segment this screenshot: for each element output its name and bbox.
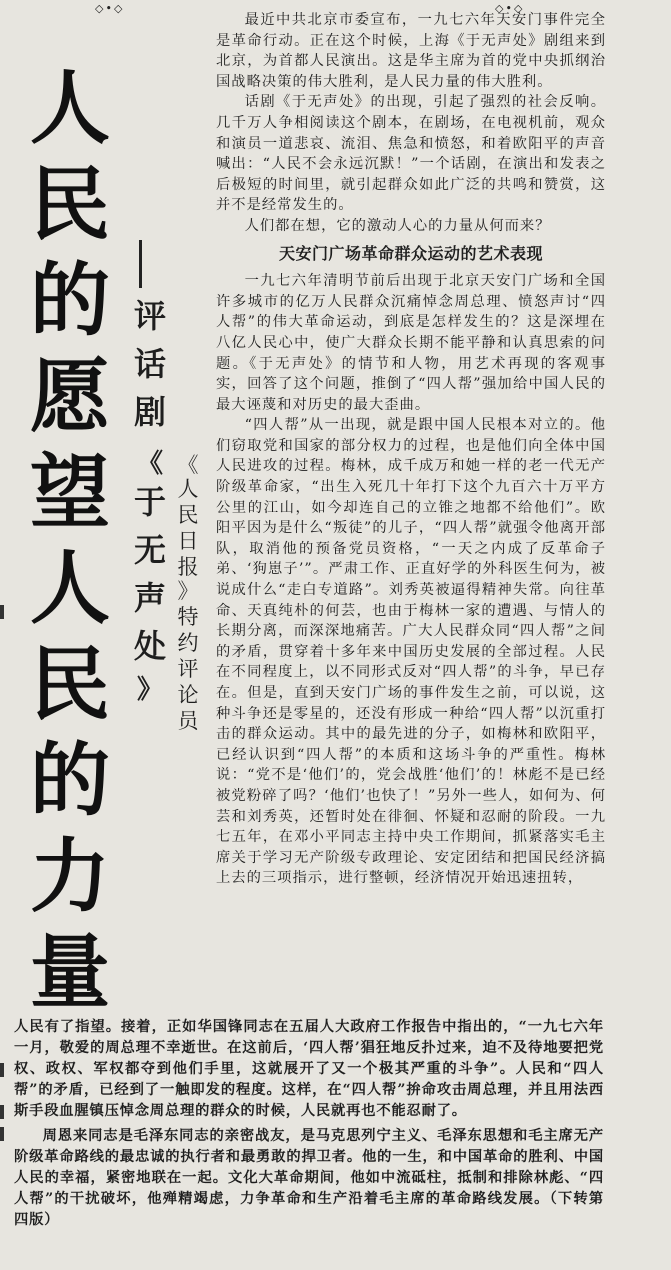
article-continuation <box>14 1017 604 1231</box>
subtitle-dash <box>139 240 142 288</box>
margin-mark <box>0 1127 4 1141</box>
byline-char: 《 <box>177 453 199 477</box>
margin-mark <box>0 605 4 619</box>
byline-char: 民 <box>177 503 199 527</box>
intro-paragraph: 最近中共北京市委宣布，一九七六年天安门事件完全是革命行动。正在这个时候，上海《于无声处》剧组来到北京，为首都人民演出。这是华主席为首的党中央抓纲治国战略决策的伟大胜利，是人民力量的伟大胜利。 <box>216 12 606 90</box>
byline-char: 人 <box>177 477 199 501</box>
subtitle-char: 剧 <box>133 393 166 431</box>
section-paragraph: “四人帮”从一出现，就是跟中国人民根本对立的。他们窃取党和国家的部分权力的过程，也是他们向全体中国人民进攻的过程。梅林，成千成万和她一样的老一代无产阶级革命家，“出生入死几十年打下这个九百六十万平方公里的江山，如今却连自己的立锥之地都不给他们”。欧阳平因为是什么“叛徒”的儿子，“四人帮”就强令他离开部队，取消他的预备党员资格，“一天之内成了反革命子弟、‘狗崽子’”。严肃工作、正直好学的外科医生何为，被说成什么“走白专道路”。刘秀英被逼得精神失常。向往革命、天真纯朴的何芸，也由于梅林一家的遭遇、与情人的长期分离，而深深地痛苦。广大人民群众同“四人帮”之间的矛盾，贯穿着十多年来中国历史发展的全部过程。人民在不同程度上，以不同形式反对“四人帮”的斗争，早已存在。但是，直到天安门广场的事件发生之前，可以说，这种斗争还是零星的，还没有形成一种给“四人帮”以沉重打击的群众运动。其中的最先进的分子，如梅林和欧阳平，已经认识到“四人帮”的本质和这场斗争的严重性。梅林说：“党不是‘他们’的，党会战胜‘他们’的！林彪不是已经被党粉碎了吗？‘他们’也快了！”另外一些人，如何为、何芸和刘秀英，还暂时处在徘徊、怀疑和忍耐的阶段。一九七五年，在邓小平同志主持中央工作期间，抓紧落实毛主席关于学习无产阶级专政理论、安定团结和把国民经济搞上去的三项指示，进行整顿，经济情况开始迅速扭转， <box>216 417 606 887</box>
subtitle-char: 于 <box>133 483 166 521</box>
margin-mark <box>0 1105 4 1119</box>
section-heading: 天安门广场革命群众运动的艺术表现 <box>278 243 543 263</box>
article-body <box>216 10 606 889</box>
headline-char: 民 <box>30 157 110 251</box>
section-paragraph: 一九七六年清明节前后出现于北京天安门广场和全国许多城市的亿万人民群众沉痛悼念周总理、愤怒声讨“四人帮”的伟大革命运动，到底是怎样发生的？这是深埋在八亿人民心中，使广大群众长期不能平静和认真思索的问题。《于无声处》的情节和人物，用艺术再现的客观事实，回答了这个问题，推倒了“四人帮”强加给中国人民的最大诬蔑和对历史的最大歪曲。 <box>216 273 606 413</box>
byline-char: 》 <box>177 579 199 603</box>
byline-char: 评 <box>177 657 199 681</box>
byline-char: 论 <box>177 683 199 707</box>
intro-paragraph: 话剧《于无声处》的出现，引起了强烈的社会反响。几千万人争相阅读这个剧本，在剧场，在电视机前，观众和演员一道悲哀、流泪、焦急和愤怒，和着欧阳平的声音喊出：“人民不会永远沉默！”一个话剧，在演出和发表之后极短的时间里，就引起群众如此广泛的共鸣和赞赏，这并不是经常发生的。 <box>216 94 606 214</box>
subtitle-char: 《 <box>136 449 163 479</box>
ornament-right: ◇•◇ <box>495 2 525 15</box>
headline-char: 望 <box>30 445 110 539</box>
subtitle-char: 无 <box>133 531 166 569</box>
headline-char: 力 <box>30 829 110 923</box>
byline-char: 员 <box>177 709 199 733</box>
headline-char: 的 <box>30 253 110 347</box>
zhou-enlai-paragraph: 周恩来同志是毛泽东同志的亲密战友，是马克思列宁主义、毛泽东思想和毛主席无产阶级革命路线的最忠诚的执行者和最勇敢的捍卫者。他的一生，和中国革命的胜利、中国人民的幸福，紧密地联在一起。文化大革命期间，他如中流砥柱，抵制和排除林彪、“四人帮”的干扰破坏，他殚精竭虑，力争革命和生产沿着毛主席的革命路线发展。（下转第四版） <box>14 1128 604 1228</box>
byline-char: 特 <box>177 605 199 629</box>
subtitle-char: 评 <box>133 297 166 335</box>
subtitle-char: 声 <box>133 579 166 617</box>
headline-char: 愿 <box>30 349 110 443</box>
headline-char: 人 <box>30 541 110 635</box>
subtitle-char: 话 <box>133 345 166 383</box>
byline-char: 约 <box>177 631 199 655</box>
headline-char: 的 <box>30 733 110 827</box>
headline-char: 人 <box>30 61 110 155</box>
headline-char: 量 <box>30 925 110 1019</box>
subtitle-char: 》 <box>136 675 163 705</box>
ornament-left: ◇•◇ <box>95 2 125 15</box>
continuation-paragraph: 人民有了指望。接着，正如华国锋同志在五届人大政府工作报告中指出的，“一九七六年一月，敬爱的周总理不幸逝世。在这前后，‘四人帮’猖狂地反扑过来，迫不及待地要把党权、政权、军权都夺到他们手里，这就展开了又一个极其严重的斗争”。人民和“四人帮”的矛盾，已经到了一触即发的程度。这样，在“四人帮”拚命攻击周总理，并且用法西斯手段血腥镇压悼念周总理的群众的时候，人民就再也不能忍耐了。 <box>14 1019 604 1119</box>
headline-char: 民 <box>30 637 110 731</box>
intro-paragraph: 人们都在想，它的激动人心的力量从何而来？ <box>244 217 551 234</box>
margin-mark <box>0 1063 4 1077</box>
byline-char: 报 <box>177 555 199 579</box>
byline-char: 日 <box>177 529 199 553</box>
subtitle-char: 处 <box>133 627 166 665</box>
